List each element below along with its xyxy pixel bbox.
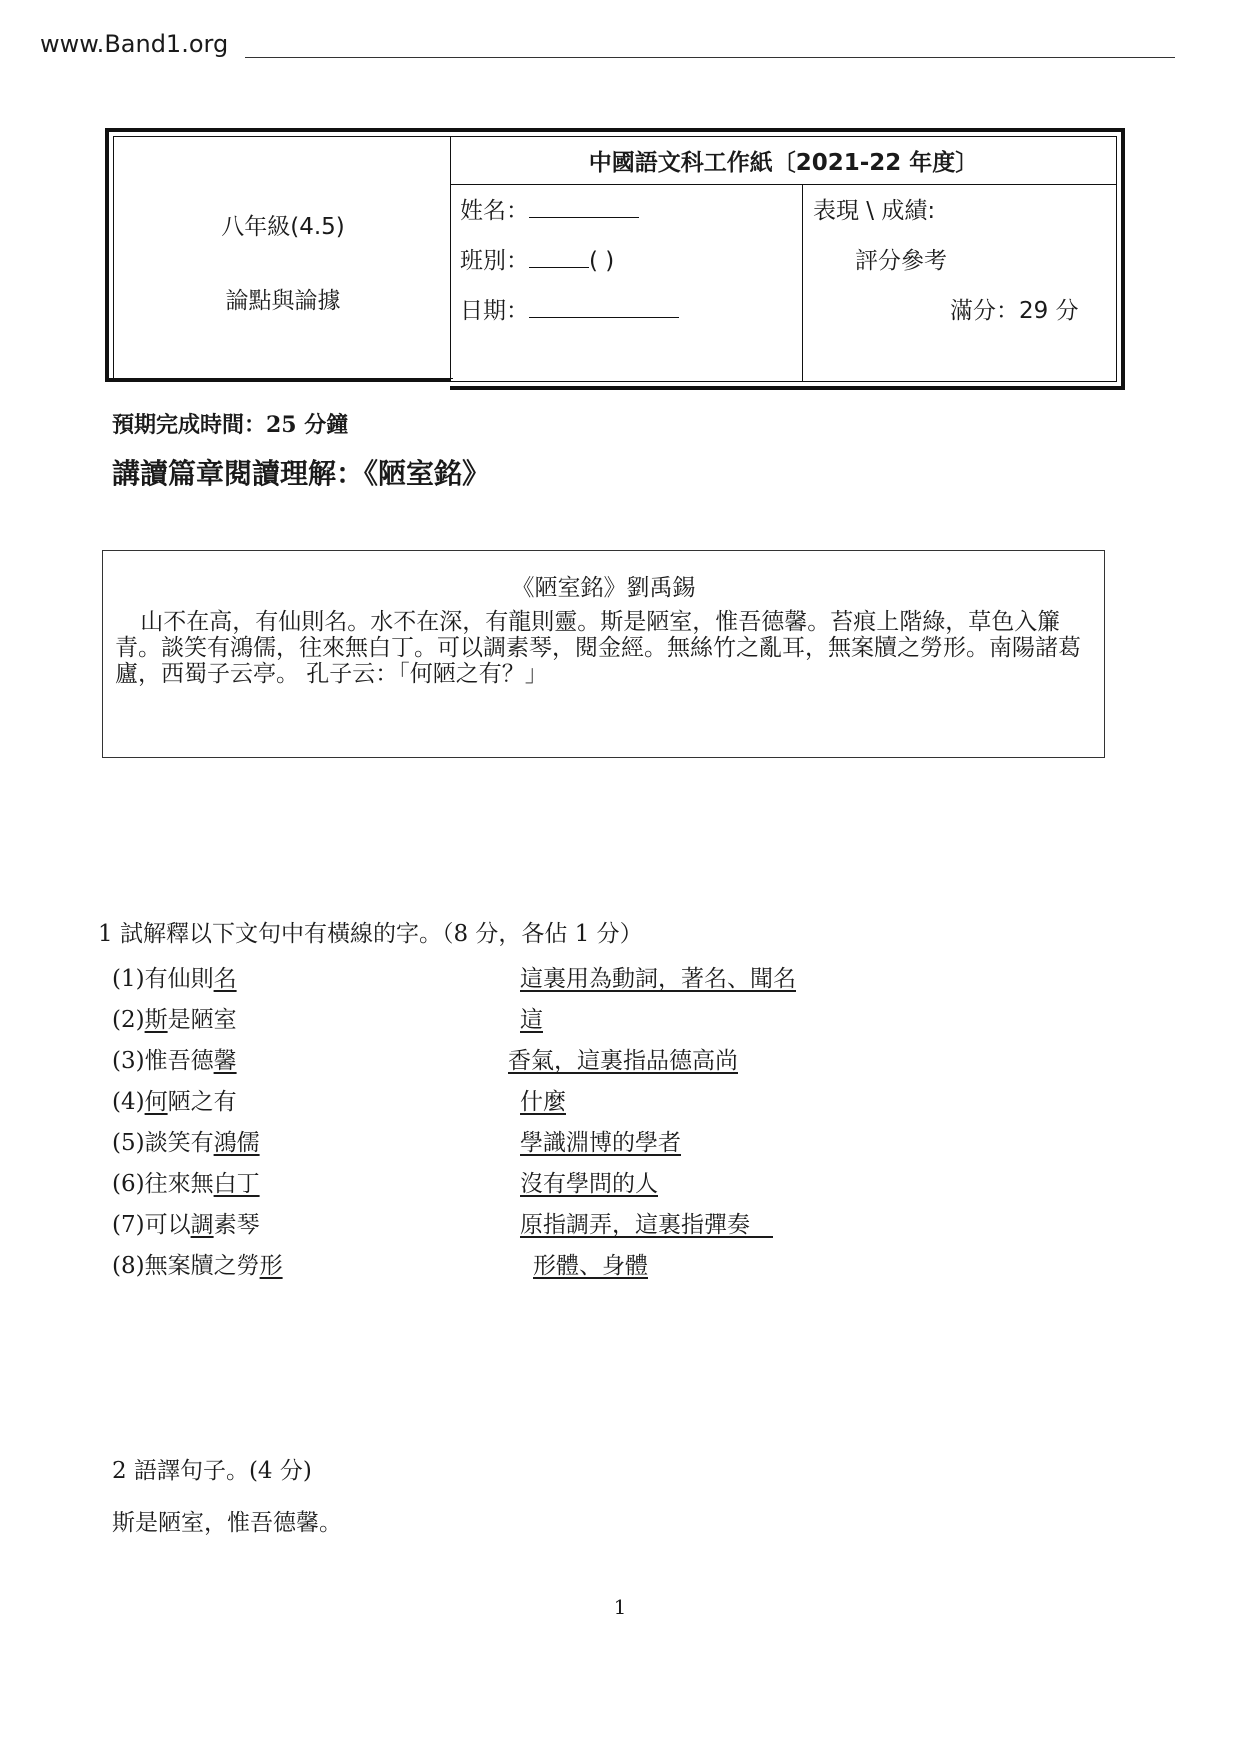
item-number: (1): [112, 966, 145, 992]
item-answer: 這: [520, 1007, 543, 1033]
passage-text: 山不在高，有仙則名。水不在深，有龍則靈。斯是陋室，惟吾德馨。苔痕上階綠，草色入簾青。談笑有鴻儒，往來無白丁。可以調素琴，閱金經。無絲竹之亂耳，無案牘之勞形。南陽諸葛廬，西蜀子云亭。 孔子云：「何陋之有？」: [115, 609, 1081, 687]
item-text-pre: 惟吾德: [144, 1048, 214, 1074]
question-1-item: [0, 1001, 1240, 1041]
item-number: (2): [112, 1007, 145, 1033]
item-number: (5): [112, 1130, 145, 1156]
item-text-pre: 往來無: [144, 1171, 214, 1197]
date-blank[interactable]: [529, 295, 679, 318]
name-field: [460, 192, 639, 225]
item-underlined-word: 何: [144, 1089, 168, 1115]
item-number: (4): [112, 1089, 145, 1115]
item-underlined-word: 白丁: [213, 1171, 260, 1197]
item-answer: 沒有學問的人: [520, 1171, 658, 1197]
info-column-divider: [802, 184, 803, 382]
item-text-pre: 談笑有: [144, 1130, 214, 1156]
item-text-pre: 可以: [144, 1212, 191, 1238]
class-label: 班別：: [460, 248, 529, 274]
item-text-post: 陋之有: [167, 1089, 237, 1115]
item-underlined-word: 馨: [213, 1048, 237, 1074]
item-underlined-word: 斯: [144, 1007, 168, 1033]
question-1-item: [0, 1247, 1240, 1287]
header-rule: [245, 57, 1175, 58]
item-number: (3): [112, 1048, 145, 1074]
worksheet-title: 中國語文科工作紙〔2021-22 年度〕: [588, 150, 979, 176]
class-number-parens: ( ): [589, 248, 615, 274]
performance-label: 表現 \ 成績:: [813, 198, 936, 224]
passage-box: [102, 550, 1105, 758]
question-1-item: [0, 1124, 1240, 1164]
info-title-divider: [450, 184, 1117, 185]
item-answer: 這裏用為動詞，著名、聞名: [520, 966, 796, 992]
item-text-pre: 無案牘之勞: [144, 1253, 260, 1279]
class-blank[interactable]: [529, 245, 589, 268]
item-answer: 香氣，這裏指品德高尚: [508, 1048, 738, 1074]
passage-title: 《陋室銘》劉禹錫: [511, 575, 696, 601]
item-underlined-word: 名: [213, 966, 237, 992]
question-1-title: 1 試解釋以下文句中有橫線的字。（8 分，各佔 1 分）: [98, 921, 643, 947]
worksheet-info-box: [105, 128, 1125, 390]
item-text-post: 素琴: [213, 1212, 260, 1238]
item-answer: 什麼: [520, 1089, 566, 1115]
item-number: (8): [112, 1253, 145, 1279]
question-2-sentence: 斯是陋室，惟吾德馨。: [112, 1510, 342, 1536]
date-label: 日期：: [460, 298, 529, 324]
date-field: [460, 292, 679, 325]
class-field: [460, 242, 614, 275]
question-1-item: [0, 1165, 1240, 1205]
question-1-item: [0, 960, 1240, 1000]
question-1-item: [0, 1083, 1240, 1123]
expected-time: 預期完成時間：25 分鐘: [112, 412, 349, 438]
topic-label: 論點與論據: [225, 288, 341, 314]
page-number: 1: [613, 1595, 627, 1619]
full-marks: 滿分：29 分: [950, 298, 1079, 324]
name-blank[interactable]: [529, 195, 639, 218]
item-underlined-word: 調: [190, 1212, 214, 1238]
item-number: (7): [112, 1212, 145, 1238]
name-label: 姓名：: [460, 198, 529, 224]
item-answer: 原指調弄，這裏指彈奏: [520, 1212, 773, 1238]
item-number: (6): [112, 1171, 145, 1197]
item-answer: 形體、身體: [533, 1253, 648, 1279]
grade-label: 八年級(4.5): [221, 214, 345, 240]
item-answer: 學識淵博的學者: [520, 1130, 681, 1156]
item-text-pre: 有仙則: [144, 966, 214, 992]
item-underlined-word: 鴻儒: [213, 1130, 260, 1156]
item-text-post: 是陋室: [167, 1007, 237, 1033]
info-box-left-inner-frame: [113, 136, 453, 379]
reference-label: 評分參考: [855, 248, 947, 274]
question-1-item: [0, 1042, 1240, 1082]
section-title: 講讀篇章閱讀理解：《陋室銘》: [112, 457, 491, 490]
question-2-title: 2 語譯句子。(4 分): [112, 1458, 312, 1484]
site-url: www.Band1.org: [40, 30, 229, 58]
item-underlined-word: 形: [259, 1253, 283, 1279]
question-1-item: [0, 1206, 1240, 1246]
